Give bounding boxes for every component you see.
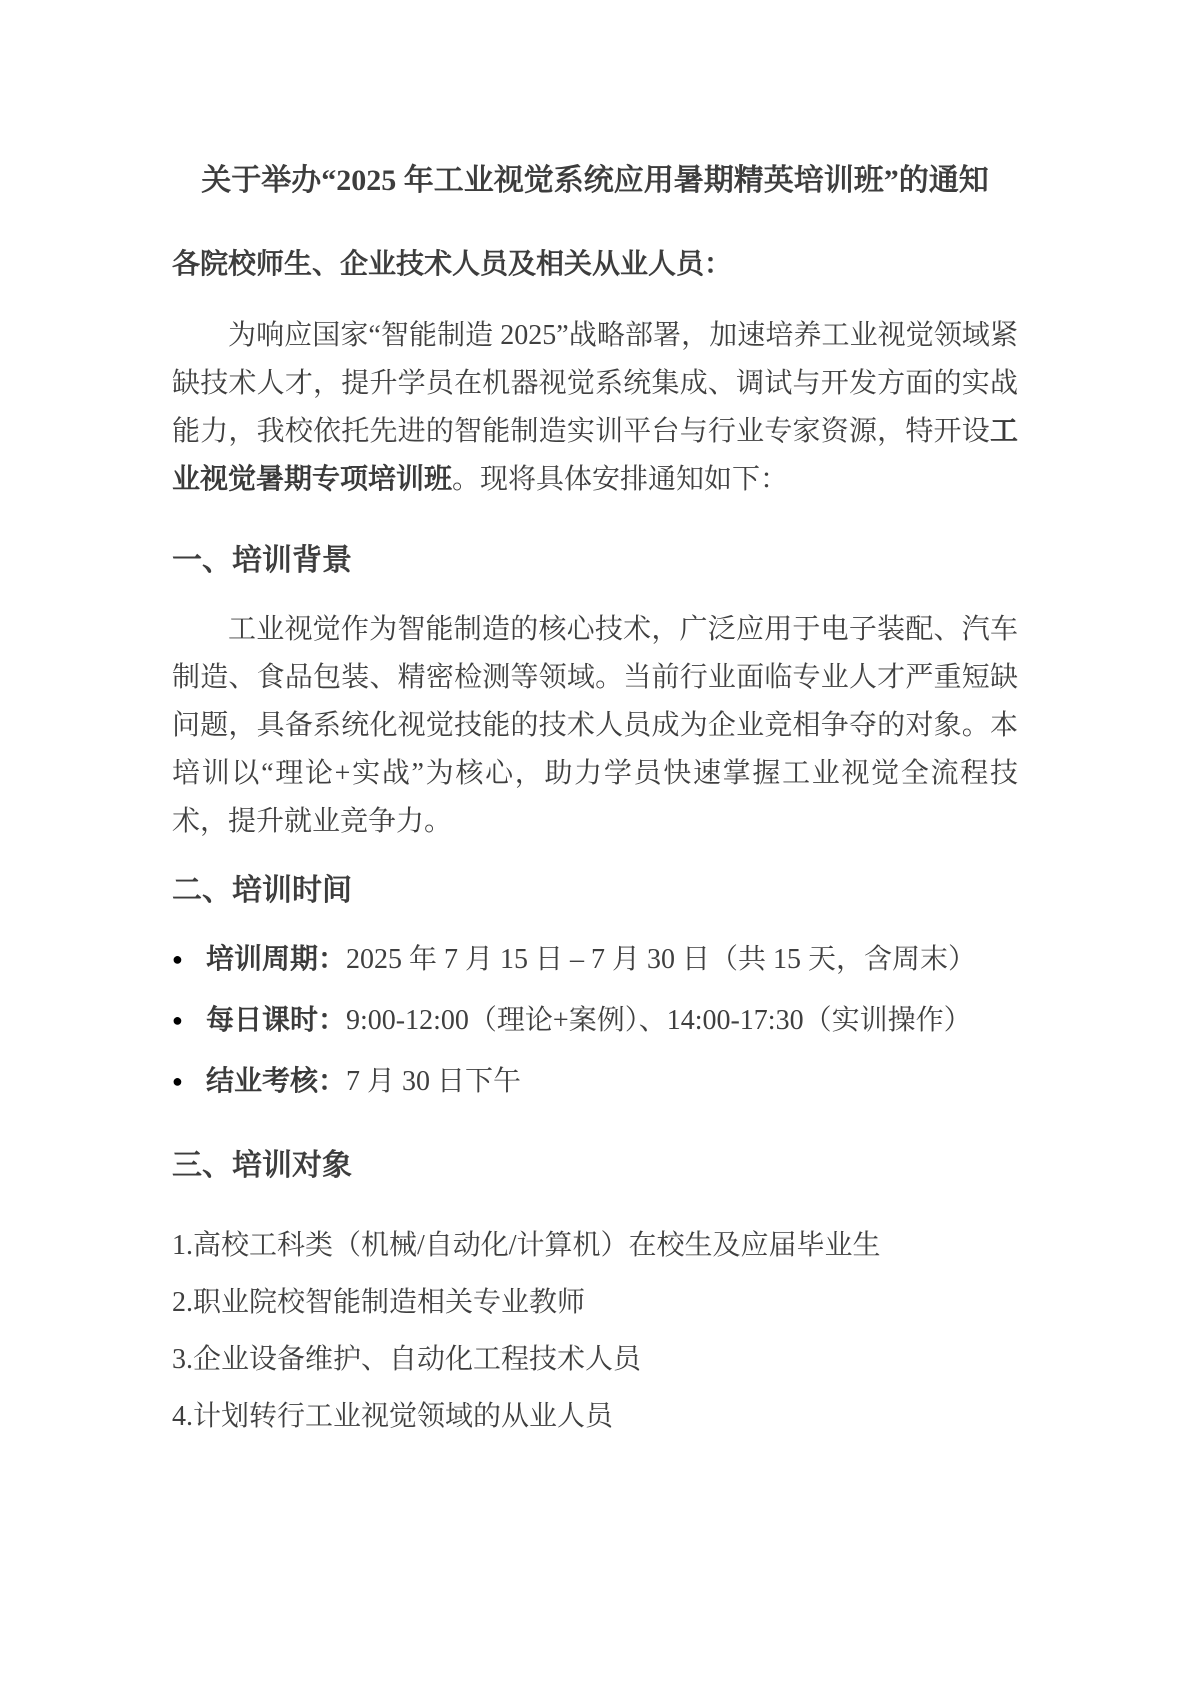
numbered-item-4: 4.计划转行工业视觉领域的从业人员	[172, 1401, 614, 1432]
intro-text-after: 。现将具体安排通知如下：	[452, 464, 789, 495]
numbered-item-1: 1.高校工科类（机械/自动化/计算机）在校生及应届毕业生	[172, 1230, 881, 1261]
bullet-icon: ●	[172, 1010, 183, 1030]
bullet-icon: ●	[172, 949, 183, 969]
bullet-label: 每日课时：	[206, 1004, 347, 1035]
bullet-value: 2025 年 7 月 15 日 – 7 月 30 日（共 15 天，含周末）	[346, 944, 977, 975]
salutation-line: 各院校师生、企业技术人员及相关从业人员：	[172, 249, 733, 280]
bullet-value: 9:00-12:00（理论+案例）、14:00-17:30（实训操作）	[346, 1005, 972, 1036]
bullet-value: 7 月 30 日下午	[346, 1066, 522, 1097]
numbered-item-3: 3.企业设备维护、自动化工程技术人员	[172, 1344, 642, 1375]
intro-text-before: 为响应国家“智能制造 2025”战略部署，加速培养工业视觉领域紧缺技术人才，提升学员在机器视觉系统集成、调试与开发方面的实战能力，我校依托先进的智能制造实训平台与行业专家资源，特开设	[172, 320, 1018, 447]
bullet-text	[206, 944, 976, 975]
intro-paragraph	[172, 312, 1018, 504]
document-title: 关于举办“2025 年工业视觉系统应用暑期精英培训班”的通知	[201, 164, 989, 197]
audience-numbered-list	[172, 1231, 1018, 1432]
background-paragraph: 工业视觉作为智能制造的核心技术，广泛应用于电子装配、汽车制造、食品包装、精密检测等领域。当前行业面临专业人才严重短缺问题，具备系统化视觉技能的技术人员成为企业竞相争夺的对象。本培训以“理论+实战”为核心，助力学员快速掌握工业视觉全流程技术，提升就业竞争力。	[172, 614, 1018, 837]
schedule-bullet-list	[172, 944, 1018, 1097]
section-heading-audience: 三、培训对象	[172, 1149, 352, 1182]
intro-bold-phrase: 工业视觉暑期专项培训班	[172, 416, 1018, 495]
section-heading-schedule: 二、培训时间	[172, 874, 352, 907]
list-item-daily-hours	[172, 1005, 1018, 1036]
bullet-text	[206, 1005, 972, 1036]
bullet-icon: ●	[172, 1071, 183, 1091]
bullet-text	[206, 1066, 521, 1097]
list-item-training-period	[172, 944, 1018, 975]
list-item-final-assessment	[172, 1066, 1018, 1097]
bullet-label: 培训周期：	[206, 943, 347, 974]
numbered-item-2: 2.职业院校智能制造相关专业教师	[172, 1287, 586, 1318]
bullet-label: 结业考核：	[206, 1065, 347, 1096]
section-heading-background: 一、培训背景	[172, 544, 352, 577]
